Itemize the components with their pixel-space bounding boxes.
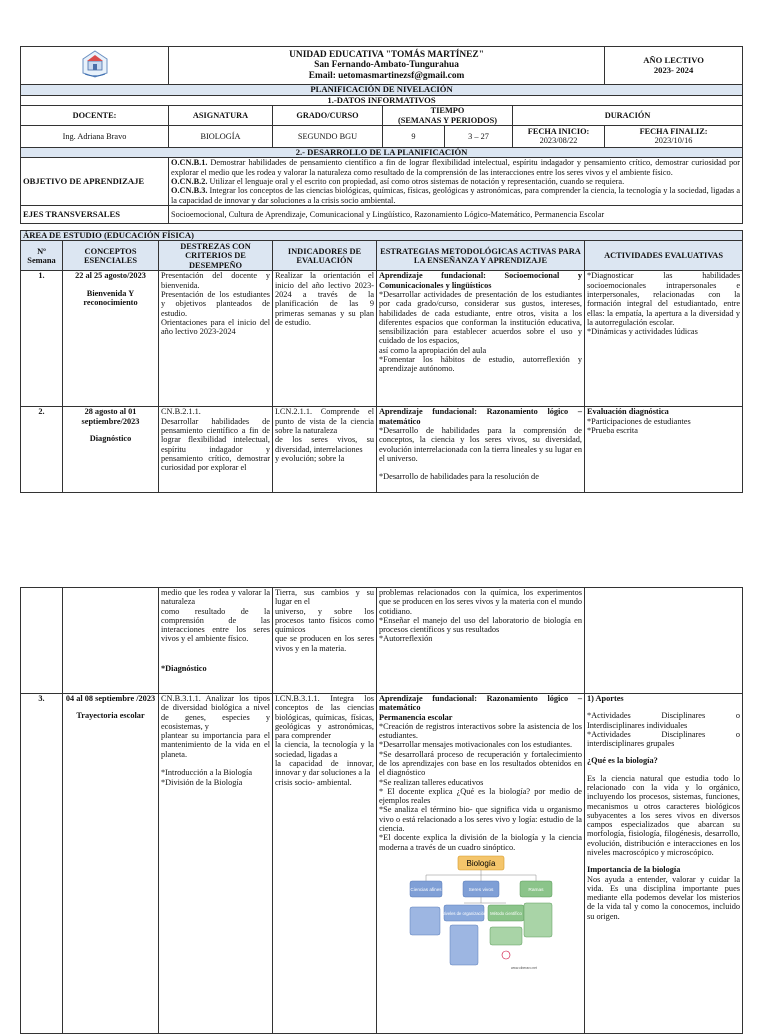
row-activity-title: 1) Aportes (587, 694, 624, 703)
row-topic: Diagnóstico (89, 434, 132, 444)
row-activity-body: *Actividades Disciplinares o Interdisciplinares individuales *Actividades Disciplinares o interdisciplinares grupales (587, 711, 740, 749)
row-destrezas-foot: *Diagnóstico (161, 663, 207, 673)
row-indicadores: I.CN.B.3.1.1. Integra los conceptos de las ciencias biológicas, químicas, físicas, geológicas y astronómicas, para comprender la ciencia, la tecnología y la sociedad, ligadas a la capacidad de innovar, innovar y dar soluciones a la crisis socio- ambiental. (273, 694, 377, 1034)
row-activity-body: *Participaciones de estudiantes *Prueba escrita (587, 416, 691, 436)
table-row (21, 694, 743, 1034)
grado-value: SEGUNDO BGU (273, 125, 383, 147)
docente-value: Ing. Adriana Bravo (21, 125, 169, 147)
grado-header: GRADO/CURSO (273, 106, 383, 126)
row-date: 28 agosto al 01 septiembre/2023 (81, 407, 140, 426)
school-email: Email: uetomasmartinezsf@gmail.com (308, 70, 465, 81)
diagram-box-seres: Seres vivos (468, 887, 493, 893)
fin-value: 2023/10/16 (654, 136, 693, 146)
row-strategy-body: *Desarrollar actividades de presentación de los estudiantes por cada grado/curso, considerar sus gustos, intereses, habilidades de cada estudiante, entre otros, visita a los diferentes espacios que conforman la institución educativa, sensibilización para establecer acuerdos sobre el uso y cuidado de los espacios, así como la apropiación del aula *Fomentar los hábitos de estudio, autorreflexión y aprendizaje autónomo. (379, 290, 582, 374)
document-page-1 (20, 46, 742, 493)
row-strategy-body: *Desarrollo de habilidades para la comprensión de conceptos, la ciencia y los seres vivos, su diversidad, evolución interrelacionada con la tierra lineales y su lugar en el universo. *Desarrollo de habilidades para la resolución de (379, 426, 582, 482)
row-destrezas: CN.B.3.1.1. Analizar los tipos de diversidad biológica a nivel de genes, especies y ecosistemas, y plantear su importancia para el mantenimiento de la vida en el planeta. *Introducción a la Biología *División de la Biología (159, 694, 273, 1034)
year-label: AÑO LECTIVO (643, 54, 704, 65)
col-estrategias: ESTRATEGIAS METODOLÓGICAS ACTIVAS PARA LA ENSEÑANZA Y APRENDIZAJE (377, 241, 585, 271)
col-destrezas: DESTREZAS CON CRITERIOS DE DESEMPEÑO (159, 241, 273, 271)
objetivo-label: OBJETIVO DE APRENDIZAJE (21, 158, 169, 205)
row-strategy-body: *Creación de registros interactivos sobre la asistencia de los estudiantes. *Desarrollar mensajes motivacionales con los estudiantes. *Se desarrollará proceso de recuperación y fortalecimiento de los aprendizajes con base en los resultados obtenidos en el diagnóstico *Se realizan talleres educativos * El docente explica ¿Qué es la biología? por medio de ejemplos reales *Se analiza el término bio- que significa vida u organismo vivo o está relacionado a los seres vivo y logía: estudio de la ciencia. *El docente explica la división de la biología y la ciencia moderna a través de un cuadro sinóptico. (379, 721, 582, 852)
row-activity-title: Evaluación diagnóstica (587, 407, 669, 417)
year-value: 2023- 2024 (653, 64, 694, 75)
row-destrezas: CN.B.2.1.1. Desarrollar habilidades de pensamiento científico a fin de lograr flexibilidad intelectual, espíritu indagador y pensamiento crítico, demostrar curiosidad por explorar el (159, 407, 273, 493)
row-date: 22 al 25 agosto/2023 (75, 271, 146, 281)
tiempo-header: TIEMPO (SEMANAS Y PERIODOS) (383, 106, 513, 126)
row-number: 3. (21, 694, 63, 1034)
school-crest-icon (80, 49, 110, 79)
plan-table-continued (20, 587, 743, 1034)
school-city: San Fernando-Ambato-Tungurahua (314, 60, 459, 71)
docente-header: DOCENTE: (21, 106, 169, 126)
diagram-title: Biología (466, 858, 495, 868)
table-row (21, 588, 743, 694)
diagram-box-metodo: Método científico (489, 910, 522, 916)
periodos-value: 3 – 27 (445, 125, 513, 147)
plan-table (20, 230, 743, 494)
row-indicadores: Tierra, sus cambios y su lugar en el universo, y sobre los procesos tanto físicos como químicos que se producen en los seres vivos y en la materia. (273, 588, 377, 694)
row-number: 1. (21, 271, 63, 407)
asignatura-header: ASIGNATURA (169, 106, 273, 126)
area-title: ÁREA DE ESTUDIO (EDUCACIÓN FÍSICA) (21, 230, 743, 241)
school-name: UNIDAD EDUCATIVA "TOMÁS MARTÍNEZ" (289, 49, 484, 60)
section-development: 2.- DESARROLLO DE LA PLANIFICACIÓN (21, 147, 743, 158)
row-activity-definition: Es la ciencia natural que estudia todo lo relacionado con la vida y lo orgánico, incluyendo los procesos, sistemas, funciones, mecanismos u otros caracteres biológicos subyacentes a los seres vivos en diversos campos especializados que abarcan su morfología, fisiología, filogénesis, desarrollo, evolución, distribución e interacciones en los niveles macroscópico y microscópico. (587, 773, 740, 857)
duracion-header: DURACIÓN (513, 106, 743, 126)
diagram-box-ramas: Ramas (527, 887, 544, 893)
diagram-box-ramas-list (524, 903, 552, 937)
school-logo (21, 47, 169, 85)
diagram-stamp-icon (502, 951, 510, 959)
ejes-text: Socioemocional, Cultura de Aprendizaje, Comunicacional y Lingüístico, Razonamiento Lógico-Matemático, Permanencia Escolar (169, 205, 743, 223)
row-destrezas: medio que les rodea y valorar la naturaleza como resultado de la comprensión de las interacciones entre los seres vivos y el ambiente físico. (161, 588, 270, 644)
row-activity-importance: Nos ayuda a entender, valorar y cuidar la vida. Es una disciplina importante pues mediante ella podemos develar los misterios de la vida tal y como la conocemos, incluido su origen. (587, 874, 740, 921)
row-strategy-subtitle: Permanencia escolar (379, 712, 453, 722)
row-activity-importance-title: Importancia de la biología (587, 865, 681, 875)
ejes-label: EJES TRANSVERSALES (21, 205, 169, 223)
semanas-value: 9 (383, 125, 445, 147)
row-strategy-body: problemas relacionados con la química, los experimentos que se producen en los seres vivos y la materia con el mundo cotidiano. *Enseñar el manejo del uso del laboratorio de biología en procesos científicos y sus resultados *Autorreflexión (377, 588, 585, 694)
row-destrezas: Presentación del docente y bienvenida. Presentación de los estudiantes y objetivos planteados de estudio. Orientaciones para el inicio del año lectivo 2023-2024 (159, 271, 273, 407)
col-indicadores: INDICADORES DE EVALUACIÓN (273, 241, 377, 271)
asignatura-value: BIOLOGÍA (169, 125, 273, 147)
inicio-value: 2023/08/22 (539, 136, 578, 146)
row-number: 2. (21, 407, 63, 493)
diagram-box-afines: Ciencias afines (409, 886, 442, 892)
plan-title: PLANIFICACIÓN DE NIVELACIÓN (21, 85, 743, 96)
row-strategy-title: Aprendizaje fundacional: Socioemocional y Comunicacionales y lingüísticos (379, 271, 582, 290)
fin-label: FECHA FINALIZ: (639, 127, 708, 137)
diagram-box-afines-list (410, 907, 440, 935)
diagram-site: www.ciberaro.net (510, 965, 537, 970)
col-actividades: ACTIVIDADES EVALUATIVAS (585, 241, 743, 271)
row-topic: Trayectoria escolar (76, 711, 145, 721)
diagram-box-niveles: Niveles de organización (441, 910, 486, 916)
row-indicadores: Realizar la orientación el inicio del año lectivo 2023-2024 a través de la planificación de las 9 primeras semanas y su plan de estudio. (273, 271, 377, 407)
section-informative: 1.-DATOS INFORMATIVOS (21, 95, 743, 106)
row-activity-question: ¿Qué es la biología? (587, 756, 658, 766)
objetivo-text: O.CN.B.1. Demostrar habilidades de pensamiento científico a fin de lograr flexibilidad intelectual, espíritu indagador y pensamiento crítico, demostrar curiosidad por explorar el medio que les rodea y valorar la naturaleza como resultado de la comprensión de las interacciones entre los seres vivos y el ambiente físico. O.CN.B.2. Utilizar el lenguaje oral y el escrito con propiedad, así como otros sistemas de notación y representación, cuando se requiera. O.CN.B.3. Integrar los conceptos de las ciencias biológicas, químicas, físicas, geológicas y astronómicas, para comprender la ciencia, la tecnología y la sociedad, ligadas a la capacidad de innovar y dar soluciones a la crisis socio ambiental. (169, 158, 743, 205)
col-semana: Nº Semana (21, 241, 63, 271)
biology-synoptic-diagram (406, 855, 556, 973)
header-table (20, 46, 743, 224)
table-row (21, 407, 743, 493)
document-page-2 (20, 587, 742, 1034)
row-strategy-title: Aprendizaje fundacional: Razonamiento lógico – matemático (379, 407, 582, 426)
col-conceptos: CONCEPTOS ESENCIALES (63, 241, 159, 271)
inicio-label: FECHA INICIO: (527, 127, 590, 137)
row-strategy-title: Aprendizaje fundacional: Razonamiento lógico – matemático (379, 694, 582, 713)
row-indicadores: I.CN.2.1.1. Comprende el punto de vista de la ciencia sobre la naturaleza de los seres vivos, su diversidad, interrelaciones y evolución; sobre la (273, 407, 377, 493)
diagram-box-method-list (490, 927, 522, 945)
row-topic: Bienvenida Y reconocimiento (83, 288, 138, 308)
row-activities: *Diagnosticar las habilidades socioemocionales intrapersonales e interpersonales, relacionadas con la formación integral del estudiantado, entre ellas: la empatía, la apertura a la diversidad y la autorregulación escolar. *Dinámicas y actividades lúdicas (585, 271, 743, 407)
table-row (21, 271, 743, 407)
diagram-box-levels-list (450, 925, 478, 965)
row-date: 04 al 08 septiembre /2023 (65, 694, 156, 703)
